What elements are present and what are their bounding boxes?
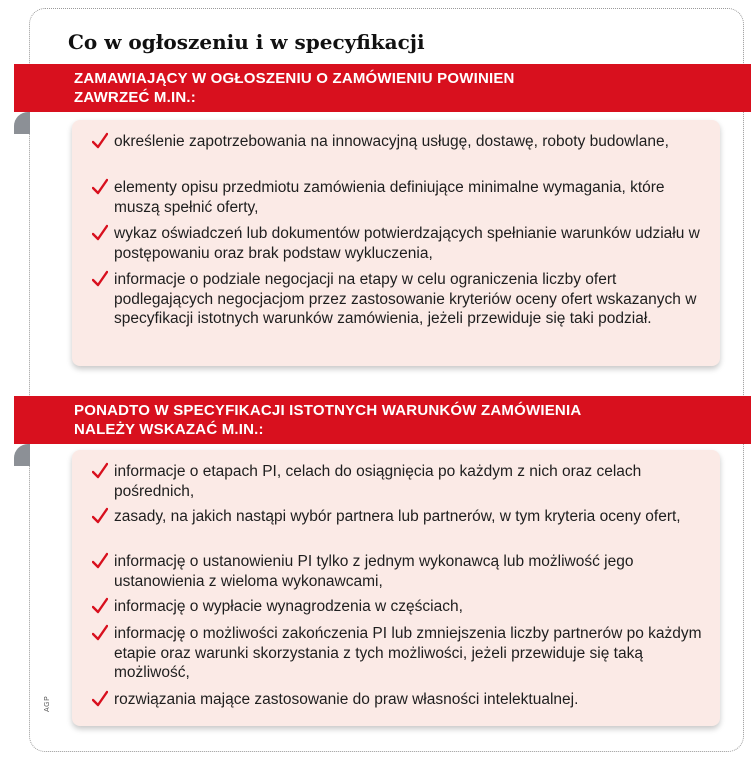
page-title: Co w ogłoszeniu i w specyfikacji [68, 30, 425, 54]
list-item-text: informację o wypłacie wynagrodzenia w częściach, [114, 598, 463, 615]
list-item-text: zasady, na jakich nastąpi wybór partnera lub partnerów, w tym kryteria oceny ofert, [114, 508, 681, 525]
section2-banner [14, 396, 751, 444]
list-item-text: wykaz oświadczeń lub dokumentów potwierdzających spełnianie warunków udziału w postępowaniu oraz brak podstaw wykluczenia, [114, 225, 700, 262]
list-item [92, 597, 706, 617]
banner-fold-decoration [14, 112, 30, 134]
list-item [92, 462, 706, 501]
credit-label: AGP [44, 695, 51, 712]
list-item [92, 552, 706, 591]
checkmark-icon [92, 270, 108, 288]
checkmark-icon [92, 132, 108, 150]
section2-heading-line2: NALEŻY WSKAZAĆ M.IN.: [74, 421, 264, 438]
list-item [92, 624, 706, 683]
list-item-text: informacje o podziale negocjacji na etapy w celu ograniczenia liczby ofert podlegających negocjacjom przez zastosowanie kryteriów oceny ofert wskazanych w specyfikacji istotnych warunków zamówienia, jeżeli przewiduje się taki podział. [114, 271, 697, 327]
section1-heading-line1: ZAMAWIAJĄCY W OGŁOSZENIU O ZAMÓWIENIU POWINIEN [74, 70, 515, 87]
section1-banner [14, 64, 751, 112]
checkmark-icon [92, 224, 108, 242]
checkmark-icon [92, 624, 108, 642]
list-item [92, 178, 706, 217]
list-item-text: informacje o etapach PI, celach do osiągnięcia po każdym z nich oraz celach pośrednich, [114, 463, 642, 500]
checkmark-icon [92, 597, 108, 615]
list-item-text: elementy opisu przedmiotu zamówienia definiujące minimalne wymagania, które muszą spełnić oferty, [114, 179, 665, 216]
section2-heading-line1: PONADTO W SPECYFIKACJI ISTOTNYCH WARUNKÓW ZAMÓWIENIA [74, 402, 582, 419]
list-item-text: określenie zapotrzebowania na innowacyjną usługę, dostawę, roboty budowlane, [114, 133, 669, 150]
checkmark-icon [92, 507, 108, 525]
checkmark-icon [92, 178, 108, 196]
list-item-text: informację o ustanowieniu PI tylko z jednym wykonawcą lub możliwość jego ustanowienia z wieloma wykonawcami, [114, 553, 634, 590]
checkmark-icon [92, 552, 108, 570]
checkmark-icon [92, 462, 108, 480]
list-item [92, 507, 706, 527]
list-item-text: rozwiązania mające zastosowanie do praw własności intelektualnej. [114, 691, 579, 708]
banner-fold-decoration [14, 444, 30, 466]
checkmark-icon [92, 690, 108, 708]
list-item [92, 690, 706, 710]
list-item [92, 132, 706, 152]
list-item [92, 270, 706, 329]
list-item-text: informację o możliwości zakończenia PI lub zmniejszenia liczby partnerów po każdym etapie oraz warunki skorzystania z tych możliwości, jeżeli przewiduje się taką możliwość, [114, 625, 702, 681]
list-item [92, 224, 706, 263]
section2-box [72, 450, 720, 726]
section1-box [72, 120, 720, 366]
section1-heading-line2: ZAWRZEĆ M.IN.: [74, 89, 196, 106]
